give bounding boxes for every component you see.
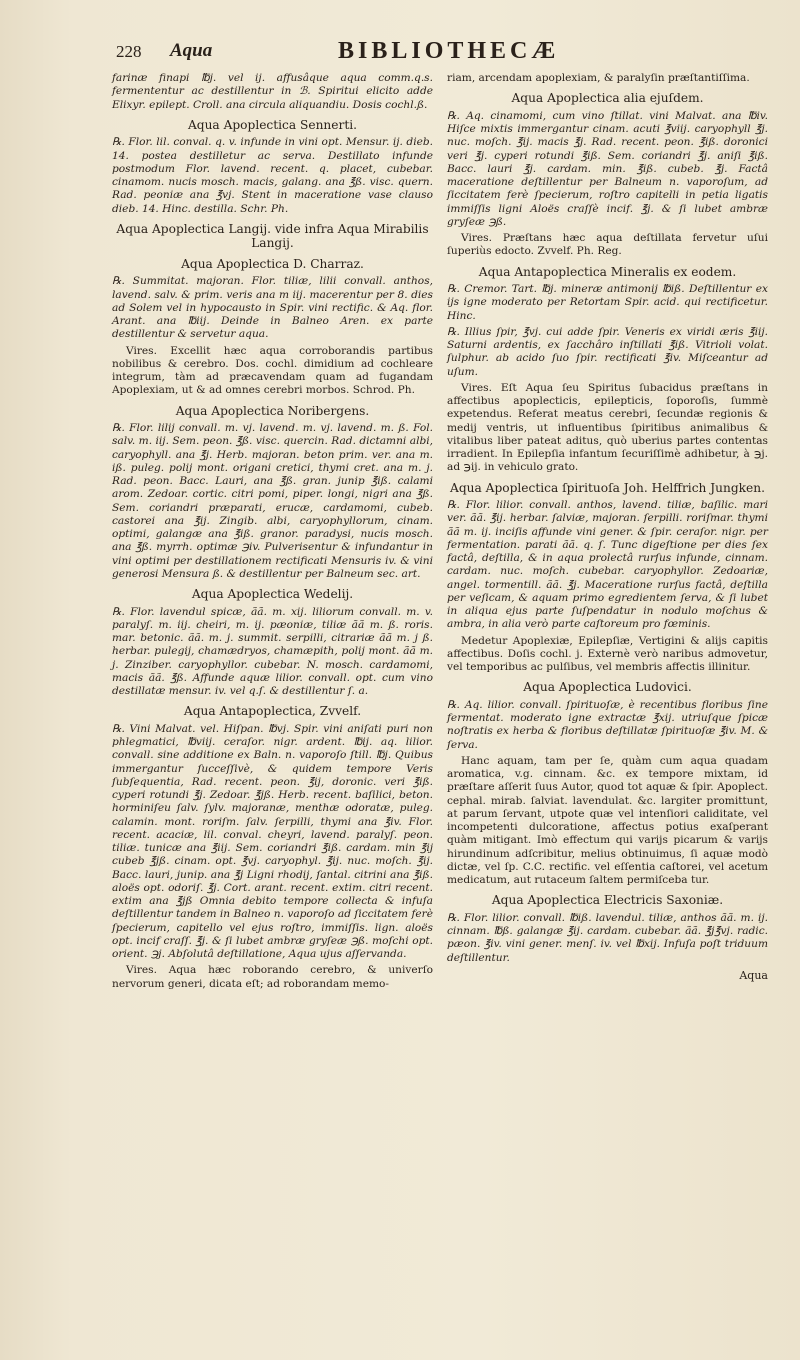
vires-text: Vires. Præſtans hæc aqua deſtillata fervetur uſui ſuperiùs edocto. Zvvelf. Ph. Reg.	[447, 232, 768, 258]
vires-text: Vires. Aqua hæc roborando cerebro, & univerſo nervorum generi, dicata eſt; ad roborandam memo-	[112, 964, 433, 990]
recipe-heading: Aqua Apoplectica D. Charraz.	[181, 256, 364, 271]
recipe-text: ℞. Flor. lavendul spicæ, ãã. m. xij. liliorum convall. m. v. paralyſ. m. iij. cheiri, m. ij. pæoniæ, tiliæ ãã m. ß. roris. mar. betonic. ãã. m. j. summit. serpilli, citrariæ ãã m. j ß. herbar. pulegij, chamædryos, chamæpith, polij mont. ãã m. j. Zinziber. caryophyllor. cubebar. N. mosch. cardamomi, macis ãã. ℥ß. Affunde aquæ lilior. convall. opt. cum vino destillatæ mensur. iv. vel q.ſ. & destillentur ſ. a.	[112, 605, 433, 697]
recipe-text: ℞. Summitat. majoran. Flor. tiliæ, lilii convall. anthos, lavend. salv. & prim. veris ana m iij. macerentur per 8. dies ad Solem vel in hypocausto in Spir. vini rectific. & Aq. flor. Arant. ana ℔iij. Deinde in Balneo Aren. ex parte destillentur & servetur aqua.	[112, 275, 433, 341]
vires-text: Medetur Apoplexiæ, Epilepſiæ, Vertigini & alijs capitis affectibus. Doſis cochl. j. Externè verò naribus admovetur, vel temporibus ac pulſibus, vel membris affectis illinitur.	[447, 634, 768, 673]
recipe-text: ℞. Flor. lilior. convall. anthos, lavend. tiliæ, baſilic. mari ver. ãã. ℥ij. herbar. ſalviæ, majoran. ſerpilli. roriſmar. thymi ãã m. ij. inciſis affunde vini gener. & ſpir. ceraſor. nigr. per fermentation. parati ãã. q. ſ. Tunc digeſtione per dies ſex factâ, deſtilla, & in aqua prolectâ rurſus infunde, cinnam. cardam. nuc. moſch. cubebar. caryophyllor. Zedoariæ, angel. tormentill. ãã. ℥j. Maceratione rurſus factâ, deſtilla per veſicam, & aquam primo egredientem ſerva, & ſi lubet in aliqua ejus parte ſuſpendatur in nodulo moſchus & ambra, in alia verò parte caſtoreum pro fœminis.	[447, 499, 768, 631]
left-column	[112, 72, 433, 994]
recipe-text: ℞. Illius ſpir, ℥vj. cui adde ſpir. Veneris ex viridi æris ℥iij. Saturni ardentis, ex ſacchâro inſtillati ℥iß. Vitrioli volat. ſulphur. ab acido ſuo ſpir. rectificati ℥iv. Miſceantur ad uſum.	[447, 325, 768, 378]
running-head-title: BIBLIOTHECÆ	[338, 38, 560, 64]
vires-text: Vires. Excellit hæc aqua corroborandis partibus nobilibus & cerebro. Dos. cochl. dimidium ad cochleare integrum, tàm ad præcavendam quam ad fugandam Apoplexiam, ut & ad omnes cerebri morbos. Schrod. Ph.	[112, 344, 433, 397]
recipe-text: ℞. Cremor. Tart. ℔j. mineræ antimonij ℔iß. Deſtillentur ex ijs igne moderato per Retortam Spir. acid. qui rectificetur. Hinc.	[447, 283, 768, 322]
recipe-heading: Aqua Apoplectica Electricis Saxoniæ.	[491, 893, 724, 908]
recipe-heading: Aqua Antapoplectica Mineralis ex eodem.	[478, 264, 737, 279]
recipe-text: ℞. Vini Malvat. vel. Hiſpan. ℔vj. Spir. vini aniſati puri non phlegmatici, ℔viij. ceraſor. nigr. ardent. ℔ij. aq. lilior. convall. sine additione ex Baln. n. vaporoſo ſtill. ℔j. Quibus immergantur ſucceſſivè, & quidem tempore Veris ſubſequentia, Rad. recent. peon. ℥ij, doronic. veri ℥iß. cyperi rotundi ℥j. Zedoar. ℥jß. Herb. recent. baſilici, beton. horminiſeu ſalv. ſylv. majoranæ, menthæ odoratæ, puleg. calamin. mont. roriſm. ſalv. ſerpilli, thymi ana ℥iv. Flor. recent. acaciæ, lil. conval. cheyri, lavend. paralyſ. peon. tiliæ. tunicæ ana ℥iij. Sem. coriandri ℥iß. cardam. min ℥ij cubeb ℥jß. cinam. opt. ℥vj. caryophyl. ℥ij. nuc. moſch. ℥ij. Bacc. lauri, junip. ana ℥j Ligni rhodij, ſantal. citrini ana ℥iß. aloës opt. odoriſ. ℥j. Cort. arant. recent. extim. citri recent. extim ana ℥jß Omnia debito tempore collecta & infuſa deſtillentur tandem in Balneo n. vaporoſo ad ſiccitatem ferè ſpecierum, capitello vel ejus roſtro, immiſſis. lign. aloës opt. incif craſſ. ℥j. & ſi lubet ambræ gryſeæ ℈ß. moſchi opt. orient. ℈j. Abſolutâ deſtillatione, Aqua ujus aſſervanda.	[112, 722, 433, 960]
running-head	[112, 38, 774, 70]
text-columns	[112, 72, 774, 994]
continuation-paragraph: farinæ finapi ℔j. vel ij. affusâque aqua comm.q.s. fermententur ac destillentur in ℬ. Spiritui elicito adde Elixyr. epilept. Croll. ana circula aliquandiu. Dosis cochl.ß.	[112, 72, 433, 111]
page-number: 228	[116, 42, 142, 61]
recipe-heading: Aqua Apoplectica Langij. vide infra Aqua Mirabilis Langij.	[116, 221, 429, 251]
recipe-heading: Aqua Apoplectica Noribergens.	[175, 403, 370, 418]
body-paragraph: Hanc aquam, tam per ſe, quàm cum aqua quadam aromatica, v.g. cinnam. &c. ex tempore mixtam, id præſtare aſſerit ſuus Autor, quod tot aquæ & ſpir. Apoplect. cephal. mirab. ſalviat. lavendulat. &c. largiter promittunt, at parum ſervant, utpote quæ vel intenſiori caliditate, vel incompetenti dulcoratione, affectus potius exaſperant quàm mitigant. Imò effectum qui varijs picarum & varijs hirundinum adſcribitur, melius obtinuimus, ſi aquæ modò dictæ, vel ſp. C.C. rectific. vel eſſentia caſtorei, vel acetum medicatum, aut rutaceum ſaltem permiſceba tur.	[447, 754, 768, 886]
recipe-text: ℞. Aq. cinamomi, cum vino ſtillat. vini Malvat. ana ℔iv. Hiſce mixtis immergantur cinam. acuti ℥viij. caryophyll ℥j. nuc. moſch. ℥ij. macis ℥j. Rad. recent. peon. ℥iß. doronici veri ℥j. cyperi rotundi ℥iß. Sem. coriandri ℥j. aniſi ℥iß. Bacc. lauri ℥j. cardam. min. ℥iß. cubeb. ℥j. Factâ maceratione deſtillentur per Balneum n. vaporoſum, ad ſiccitatem ferè ſpecierum, roſtro capitelli in petia ligatis immiſſis ligni Aloës craſſè incif. ℥j. & ſi lubet ambræ gryſeæ ℈ß.	[447, 109, 768, 228]
recipe-heading: Aqua Apoplectica Sennerti.	[187, 117, 357, 132]
recipe-heading: Aqua Apoplectica alia ejuſdem.	[511, 91, 704, 106]
recipe-text: ℞. Flor. lil. conval. q. v. infunde in vini opt. Mensur. ij. dieb. 14. postea destilletur ac serva. Destillato infunde postmodum Flor. lavend. recent. q. placet, cubebar. cinamom. nucis mosch. macis, galang. ana ℥ß. visc. quern. Rad. peoniæ ana ℥vj. Stent in maceratione vase clauso dieb. 14. Hinc. destilla. Schr. Ph.	[112, 136, 433, 215]
right-column	[447, 72, 768, 994]
recipe-text: ℞. Aq. lilior. convall. ſpirituoſæ, è recentibus floribus ſine fermentat. moderato igne extractæ ℥xij. utriuſque ſpicæ noſtratis ex herba & floribus deſtillatæ ſpirituoſæ ℥iv. M. & ſerva.	[447, 698, 768, 751]
running-head-word: Aqua	[170, 40, 213, 61]
recipe-text: ℞. Flor. lilij convall. m. vj. lavend. m. vj. lavend. m. ß. Fol. salv. m. iij. Sem. peon. ℥ß. visc. quercin. Rad. dictamni albi, caryophyll. ana ℥j. Herb. majoran. beton prim. ver. ana m. iß. puleg. polij mont. origani cretici, thymi cret. ana m. j. Rad. peon. Bacc. Lauri, ana ℥ß. gran. junip ℥iß. calami arom. Zedoar. cortic. citri pomi, piper. longi, nigri ana ℥ß. Sem. coriandri præparati, erucæ, cardamomi, cubeb. castorei ana ℥ij. Zingib. albi, caryophyllorum, cinam. optimi, galangæ ana ℥iß. granor. paradysi, nucis mosch. ana ℥ß. myrrh. optimæ ℈iv. Pulverisentur & infundantur in vini optimi per destillationem rectificati Mensuris iv. & vini generosi Mensura ß. & destillentur per Balneum sec. art.	[112, 422, 433, 580]
vires-text: Vires. Eſt Aqua ſeu Spiritus ſubacidus præſtans in affectibus apoplecticis, epilepticis, ſoporoſis, ſummè expetendus. Referat meatus cerebri, ſecundæ regionis & medij ventris, ut influentibus ſpiritibus animalibus & vitalibus liber pateat aditus, quò uberius partes contentas irradient. In Epilepſia infantum ſecuriſſimè adhibetur, à ℈j. ad ℈ij. in vehiculo grato.	[447, 381, 768, 474]
recipe-heading: Aqua Apoplectica Wedelij.	[191, 587, 354, 601]
recipe-heading: Aqua Apoplectica Ludovici.	[523, 680, 692, 695]
continuation-paragraph: riam, arcendam apoplexiam, & paralyſin præſtantiſſima.	[447, 72, 750, 84]
catchword: Aqua	[739, 968, 768, 982]
recipe-heading: Aqua Antapoplectica, Zvvelf.	[183, 704, 362, 719]
recipe-heading: Aqua Apoplectica ſpirituoſa Joh. Helffrich Jungken.	[450, 480, 765, 495]
recipe-text: ℞. Flor. lilior. convall. ℔iß. lavendul. tiliæ, anthos ãã. m. ij. cinnam. ℔ß. galangæ ℥ij. cardam. cubebar. ãã. ℥j℥vj. radic. pæon. ℥iv. vini gener. menſ. iv. vel ℔xij. Infuſa poſt triduum deſtillentur.	[447, 911, 768, 964]
